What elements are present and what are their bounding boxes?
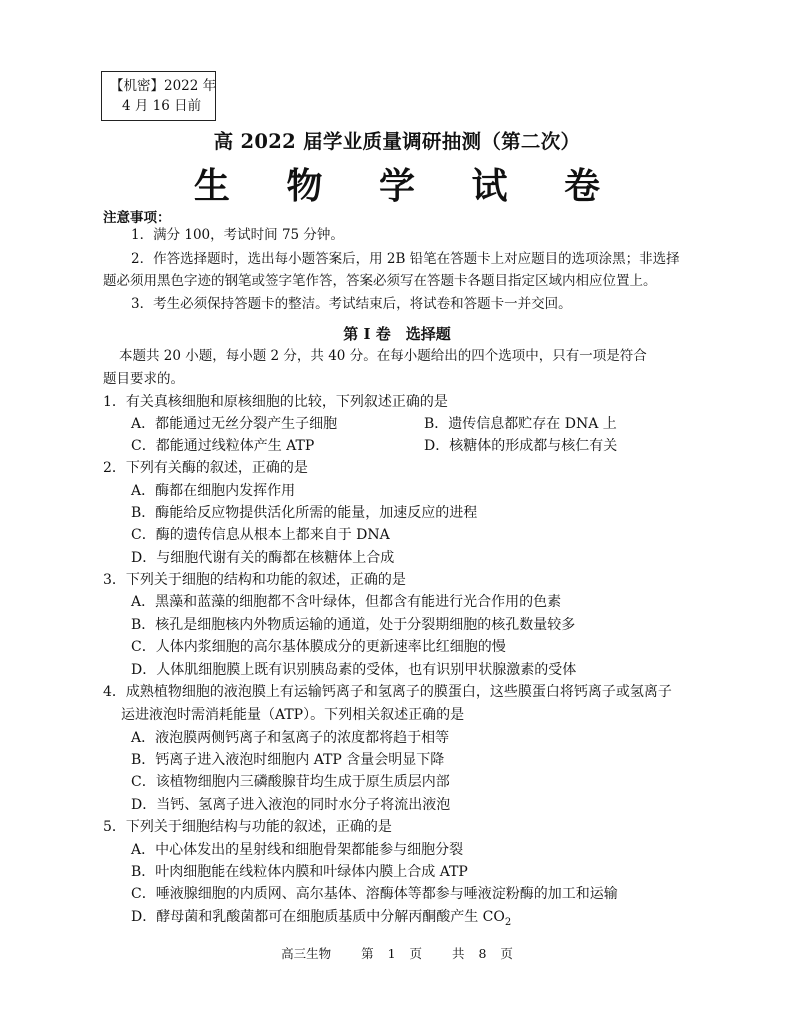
section-heading: 第 I 卷 选择题: [343, 325, 451, 343]
question-3-stem: 3．下列关于细胞的结构和功能的叙述，正确的是: [103, 572, 406, 588]
confidential-line-1: 【机密】2022 年: [110, 78, 217, 94]
footer-subject: 高三生物: [281, 946, 332, 961]
question-2-option-b: B．酶能给反应物提供活化所需的能量，加速反应的进程: [131, 505, 478, 521]
footer-total-pages: 共 8 页: [451, 946, 513, 961]
question-3-option-b: B．核孔是细胞核内外物质运输的通道，处于分裂期细胞的核孔数量较多: [131, 617, 576, 633]
question-3-option-a: A．黑藻和蓝藻的细胞都不含叶绿体，但都含有能进行光合作用的色素: [131, 594, 562, 610]
question-2-option-a: A．酶都在细胞内发挥作用: [131, 483, 296, 499]
question-5-option-c: C．唾液腺细胞的内质网、高尔基体、溶酶体等都参与唾液淀粉酶的加工和运输: [131, 886, 618, 902]
question-1-option-d: D．核糖体的形成都与核仁有关: [424, 438, 618, 454]
exam-title: 高 2022 届学业质量调研抽测（第二次）: [213, 130, 581, 153]
notice-item-2-line-1: 2．作答选择题时，选出每小题答案后，用 2B 铅笔在答题卡上对应题目的选项涂黑；非选择: [131, 251, 680, 267]
question-2-option-c: C．酶的遗传信息从根本上都来自于 DNA: [131, 527, 390, 543]
subject-title: 生 物 学 试 卷: [193, 165, 623, 207]
question-1-option-a: A．都能通过无丝分裂产生子细胞: [131, 416, 338, 432]
question-5-option-d: [131, 907, 511, 933]
question-2-stem: 2．下列有关酶的叙述，正确的是: [103, 460, 308, 476]
section-intro-line-2: 题目要求的。: [103, 371, 184, 387]
notice-item-2-line-2: 题必须用黑色字迹的钢笔或签字笔作答，答案必须写在答题卡各题目指定区域内相应位置上。: [103, 273, 657, 289]
section-intro-line-1: 本题共 20 小题，每小题 2 分，共 40 分。在每小题给出的四个选项中，只有一项是符合: [119, 348, 647, 364]
question-4-stem-line-2: 运进液泡时需消耗能量（ATP）。下列相关叙述正确的是: [121, 707, 465, 723]
footer-page-number: 第 1 页: [361, 946, 422, 961]
question-1-option-c: C．都能通过线粒体产生 ATP: [131, 438, 315, 454]
question-5-stem: 5．下列关于细胞结构与功能的叙述，正确的是: [103, 819, 392, 835]
question-4-option-c: C．该植物细胞内三磷酸腺苷均生成于原生质层内部: [131, 774, 450, 790]
question-2-option-d: D．与细胞代谢有关的酶都在核糖体上合成: [131, 550, 395, 566]
confidential-line-2: 4 月 16 日前: [122, 98, 202, 114]
question-1-stem: 1．有关真核细胞和原核细胞的比较，下列叙述正确的是: [103, 394, 448, 410]
question-5-option-d-subscript: 2: [504, 916, 512, 928]
question-4-stem: 4．成熟植物细胞的液泡膜上有运输钙离子和氢离子的膜蛋白，这些膜蛋白将钙离子或氢离子: [103, 684, 672, 700]
question-3-option-c: C．人体内浆细胞的高尔基体膜成分的更新速率比红细胞的慢: [131, 639, 506, 655]
question-4-option-a: A．液泡膜两侧钙离子和氢离子的浓度都将趋于相等: [131, 730, 450, 746]
notice-item-3: 3．考生必须保持答题卡的整洁。考试结束后，将试卷和答题卡一并交回。: [131, 296, 572, 312]
question-4-option-d: D．当钙、氢离子进入液泡的同时水分子将流出液泡: [131, 797, 451, 813]
question-1-option-b: B．遗传信息都贮存在 DNA 上: [424, 416, 617, 432]
page-footer: [0, 944, 794, 962]
question-5-option-b: B．叶肉细胞能在线粒体内膜和叶绿体内膜上合成 ATP: [131, 864, 468, 880]
question-4-option-b: B．钙离子进入液泡时细胞内 ATP 含量会明显下降: [131, 752, 445, 768]
question-5-option-d-text: D．酵母菌和乳酸菌都可在细胞质基质中分解丙酮酸产生 CO: [131, 909, 505, 925]
question-3-option-d: D．人体肌细胞膜上既有识别胰岛素的受体，也有识别甲状腺激素的受体: [131, 662, 577, 678]
notice-heading: 注意事项：: [103, 210, 171, 226]
confidential-box: [101, 71, 216, 121]
notice-item-1: 1．满分 100，考试时间 75 分钟。: [131, 227, 344, 243]
question-5-option-a: A．中心体发出的星射线和细胞骨架都能参与细胞分裂: [131, 842, 464, 858]
